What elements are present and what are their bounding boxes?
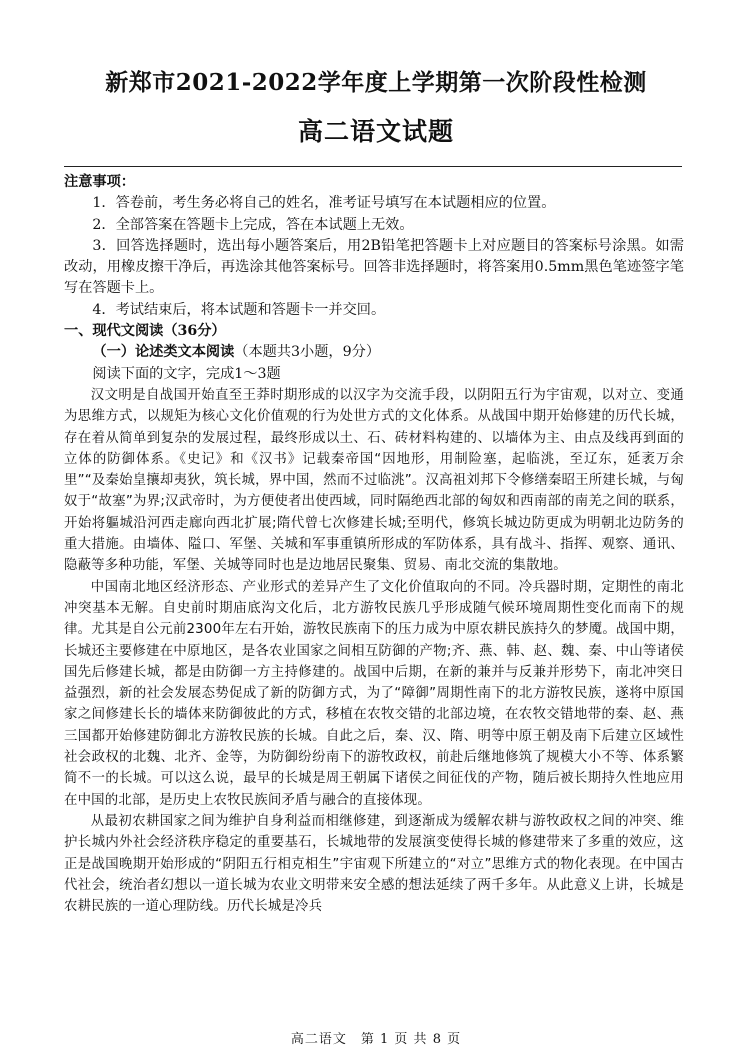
passage-paragraph-1: 汉文明是自战国开始直至王莽时期形成的以汉字为交流手段，以阴阳五行为宇宙观，以对立、变通为思维方式，以规矩为核心文化价值观的行为处世方式的文化体系。从战国中期开始修建的历代长城，存在着从简单到复杂的发展过程，最终形成以土、石、砖材料构建的、以墙体为主、由点及线再到面的立体的防御体系。《史记》和《汉书》记载秦帝国“因地形，用制险塞，起临洮，至辽东，延袤万余里”“及秦始皇攘却夷狄，筑长城，界中国，然而不过临洮”。汉高祖刘邦下令修缮秦昭王所建长城，与匈奴于“故塞”为界;汉武帝时，为方便使者出使西域，同时隔绝西北部的匈奴和西南部的南羌之间的联系，开始将軀城沿河西走廊向西北扩展;隋代曾七次修建长城;至明代，修筑长城边防更成为明朝北边防务的重大措施。由墙体、隘口、军堡、关城和军事重镇所形成的军防体系，具有战斗、指挥、观察、通讯、隐蔽等多种功能，军堡、关城等同时也是边地居民聚集、贸易、南北交流的集散地。 [64,387,684,574]
passage-paragraph-3: 从最初农耕国家之间为维护自身利益而相继修建，到逐渐成为缓解农耕与游牧政权之间的冲突、维护长城内外社会经济秩序稳定的重要基石，长城地带的发展演变使得长城的修建带来了多重的效应，这正是战国晚期开始形成的“阴阳五行相克相生”宇宙观下所建立的“对立”思维方式的物化表现。在中国古代社会，统治者幻想以一道长城为农业文明带来安全感的想法延续了两千多年。从此意义上讲，长城是农耕民族的一道心理防线。历代长城是冷兵 [64,813,684,915]
exam-content [64,172,684,917]
notice-item-3: 3．回答选择题时，选出每小题答案后，用2B铅笔把答题卡上对应题目的答案标号涂黑。如需改动，用橡皮擦干净后，再选涂其他答案标号。回答非选择题时，将答案用0.5mm黑色笔迹签字笔写在答题卡上。 [64,237,684,297]
notice-item-2: 2．全部答案在答题卡上完成，答在本试题上无效。 [92,216,414,233]
subsection-heading [64,342,684,363]
passage-paragraph-2: 中国南北地区经济形态、产业形式的差异产生了文化价值取向的不同。冷兵器时期，定期性的南北冲突基本无解。自史前时期庙底沟文化后，北方游牧民族几乎形成随气候环境周期性变化而南下的规律。尤其是自公元前2300年左右开始，游牧民族南下的压力成为中原农耕民族持久的梦魇。战国中期，长城还主要修建在中原地区，是各农业国家之间相互防御的产物;齐、燕、韩、赵、魏、秦、中山等诸侯国先后修建长城，都是由防御一方主持修建的。战国中后期，在新的兼并与反兼并形势下，南北冲突日益强烈，新的社会发展态势促成了新的防御方式，为了“障御”周期性南下的北方游牧民族，遂将中原国家之间修建长长的墙体来防御彼此的方式，移植在农牧交错的北部边境，在农牧交错地带的秦、赵、燕三国都开始修建防御北方游牧民族的长城。自此之后，秦、汉、隋、明等中原王朝及南下后建立区域性社会政权的北魏、北齐、金等，为防御纷纷南下的游牧政权，前赴后继地修筑了规模大小不等、体系繁简不一的长城。可以这么说，最早的长城是周王朝属下诸侯之间征伐的产物，随后被长期持久性地应用在中国的北部，是历史上农牧民族间矛盾与融合的直接体现。 [64,579,684,808]
subsection-note: （本题共3小题，9分） [234,344,381,361]
page-footer: 高二语文 第 1 页 共 8 页 [290,1032,462,1047]
exam-title: 新郑市2021-2022学年度上学期第一次阶段性检测 [105,69,647,96]
notice-heading: 注意事项： [64,174,135,190]
exam-subtitle: 高二语文试题 [297,117,454,146]
section-heading: 一、现代文阅读（36分） [64,323,226,340]
header-divider [64,166,682,167]
subsection-title: （一）论述类文本阅读 [92,344,235,361]
notice-item-1: 1．答卷前，考生务必将自己的姓名，准考证号填写在本试题相应的位置。 [92,195,556,212]
notice-item-4: 4．考试结束后，将本试题和答题卡一并交回。 [92,301,386,318]
reading-instruction: 阅读下面的文字，完成1～3题 [92,365,281,382]
